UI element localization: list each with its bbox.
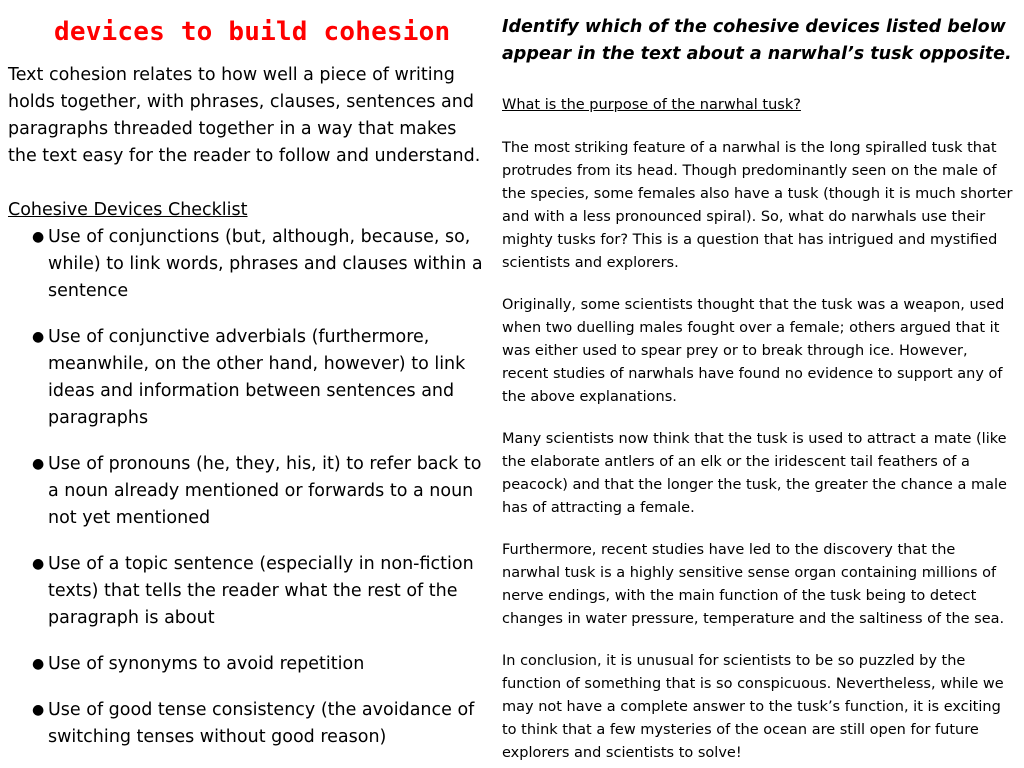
checklist-item-text: Use of conjunctive adverbials (furthermore, meanwhile, on the other hand, however) to link ideas and information between sentences and paragraphs bbox=[48, 327, 466, 428]
checklist-item-text: Use of pronouns (he, they, his, it) to refer back to a noun already mentioned or forwards to a noun not yet mentioned bbox=[48, 454, 482, 528]
text-heading: What is the purpose of the narwhal tusk? bbox=[502, 97, 801, 113]
checklist-item bbox=[8, 551, 486, 632]
bullet-icon: ● bbox=[32, 656, 45, 672]
bullet-icon: ● bbox=[32, 556, 45, 572]
checklist-item-text: Use of good tense consistency (the avoidance of switching tenses without good reason) bbox=[48, 700, 475, 747]
text-paragraph: Furthermore, recent studies have led to the discovery that the narwhal tusk is a highly sensitive sense organ containing millions of nerve endings, with the main function of the tusk being to detect changes in water pressure, temperature and the saltiness of the sea. bbox=[502, 542, 1005, 627]
page-title: devices to build cohesion bbox=[54, 17, 451, 47]
checklist-item bbox=[8, 224, 486, 305]
text-paragraph: The most striking feature of a narwhal is the long spiralled tusk that protrudes from its head. Though predominantly seen on the male of the species, some females also have a tusk (though it is much shorter and with a less pronounced spiral). So, what do narwhals use their mighty tusks for? This is a question that has intrigued and mystified scientists and explorers. bbox=[502, 140, 1013, 271]
bullet-icon: ● bbox=[32, 229, 45, 245]
checklist-item-text: Use of conjunctions (but, although, because, so, while) to link words, phrases and clauses within a sentence bbox=[48, 227, 483, 301]
left-column bbox=[8, 14, 486, 751]
intro-paragraph: Text cohesion relates to how well a piece of writing holds together, with phrases, clauses, sentences and paragraphs threaded together in a way that makes the text easy for the reader to follow and understand. bbox=[8, 65, 481, 166]
text-paragraph: In conclusion, it is unusual for scientists to be so puzzled by the function of something that is so conspicuous. Nevertheless, while we may not have a complete answer to the tusk’s function, it is exciting to think that a few mysteries of the ocean are still open for future explorers and scientists to solve! bbox=[502, 653, 1004, 761]
checklist-item bbox=[8, 451, 486, 532]
bullet-icon: ● bbox=[32, 456, 45, 472]
cohesive-devices-checklist bbox=[8, 224, 486, 751]
bullet-icon: ● bbox=[32, 329, 45, 345]
checklist-item bbox=[8, 651, 486, 678]
checklist-item-text: Use of synonyms to avoid repetition bbox=[48, 654, 365, 674]
checklist-heading: Cohesive Devices Checklist bbox=[8, 200, 248, 220]
bullet-icon: ● bbox=[32, 702, 45, 718]
task-instruction: Identify which of the cohesive devices listed below appear in the text about a narwhal’s tusk opposite. bbox=[502, 17, 1012, 64]
checklist-item-text: Use of a topic sentence (especially in non-fiction texts) that tells the reader what the rest of the paragraph is about bbox=[48, 554, 474, 628]
text-paragraph: Originally, some scientists thought that the tusk was a weapon, used when two duelling males fought over a female; others argued that it was either used to spear prey or to break through ice. However, recent studies of narwhals have found no evidence to support any of the above explanations. bbox=[502, 297, 1005, 405]
right-column bbox=[502, 14, 1016, 765]
checklist-item bbox=[8, 324, 486, 432]
text-paragraph: Many scientists now think that the tusk is used to attract a mate (like the elaborate antlers of an elk or the iridescent tail feathers of a peacock) and that the longer the tusk, the greater the chance a male has of attracting a female. bbox=[502, 431, 1007, 516]
checklist-item bbox=[8, 697, 486, 751]
